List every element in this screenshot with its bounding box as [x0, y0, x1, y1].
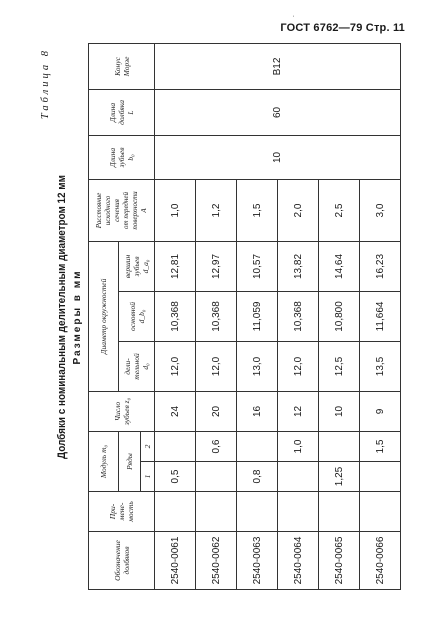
cell-applicability	[319, 492, 360, 532]
cell-d0: 12,0	[155, 341, 196, 391]
cell-d0: 12,0	[196, 341, 237, 391]
standard-header: ГОСТ 6762—79 Стр. 11	[280, 22, 405, 34]
cell-designation: 2540-0061	[155, 532, 196, 590]
table-subtitle: Размеры в мм	[72, 269, 83, 365]
cell-designation: 2540-0066	[360, 532, 401, 590]
header-tooth-length: Длина зубьев b₀	[89, 135, 155, 179]
cell-applicability	[237, 492, 278, 532]
cell-distance: 1,5	[237, 179, 278, 241]
cell-teeth: 9	[360, 391, 401, 431]
cell-module2	[319, 431, 360, 461]
cell-distance: 2,0	[278, 179, 319, 241]
cell-module1	[360, 462, 401, 492]
cell-db0: 10,368	[155, 291, 196, 341]
header-diameter-group: Диаметр окружностей	[89, 241, 119, 391]
header-rows: Ряды	[119, 431, 141, 491]
cell-module1	[278, 462, 319, 492]
cell-d0: 12,0	[278, 341, 319, 391]
header-row1: 1	[141, 462, 155, 492]
cell-da0: 12,81	[155, 241, 196, 291]
cell-designation: 2540-0063	[237, 532, 278, 590]
cell-applicability	[278, 492, 319, 532]
table-row	[155, 43, 196, 589]
header-applicability: При- мене- мость	[89, 492, 155, 532]
cell-teeth: 20	[196, 391, 237, 431]
cell-module1: 1,25	[319, 462, 360, 492]
cell-teeth: 16	[237, 391, 278, 431]
cell-db0: 10,368	[278, 291, 319, 341]
rotated-table-block	[40, 44, 411, 590]
cell-morse: B12	[155, 43, 401, 89]
cell-distance: 1,0	[155, 179, 196, 241]
cell-distance: 3,0	[360, 179, 401, 241]
cell-module1	[196, 462, 237, 492]
header-distance: Расстояние исходного сечения от передней поверхности A	[89, 179, 155, 241]
cell-da0: 12,97	[196, 241, 237, 291]
header-tip-diameter: вершин зубьев d_a₀	[119, 241, 155, 291]
header-designation: Обозначение долбяков	[89, 532, 155, 590]
cell-module2	[237, 431, 278, 461]
header-cutter-length: Длина долбяка L	[89, 89, 155, 135]
header-row2: 2	[141, 431, 155, 461]
table-title: Долбяки с номинальным делительным диаметром 12 мм	[56, 175, 68, 459]
cell-db0: 10,368	[196, 291, 237, 341]
cell-designation: 2540-0065	[319, 532, 360, 590]
cell-module2: 0,6	[196, 431, 237, 461]
cell-module2: 1,5	[360, 431, 401, 461]
cell-distance: 2,5	[319, 179, 360, 241]
header-module: Модуль m₀	[89, 431, 119, 491]
cell-teeth: 24	[155, 391, 196, 431]
cell-module2	[155, 431, 196, 461]
cell-da0: 10,57	[237, 241, 278, 291]
cell-da0: 14,64	[319, 241, 360, 291]
cell-db0: 11,059	[237, 291, 278, 341]
corner-mark: ˈ	[292, 14, 295, 24]
cell-module1: 0,5	[155, 462, 196, 492]
header-pitch-diameter: дели- тельной d₀	[119, 341, 155, 391]
header-base-diameter: основной d_b₀	[119, 291, 155, 341]
cell-da0: 13,82	[278, 241, 319, 291]
cell-module2: 1,0	[278, 431, 319, 461]
cutter-dimensions-table	[88, 43, 401, 590]
cell-d0: 12,5	[319, 341, 360, 391]
cell-da0: 16,23	[360, 241, 401, 291]
cell-db0: 11,664	[360, 291, 401, 341]
cell-teeth: 12	[278, 391, 319, 431]
header-morse: Конус Морзе	[89, 43, 155, 89]
table-number: Таблица 8	[40, 48, 51, 120]
cell-db0: 10,800	[319, 291, 360, 341]
cell-designation: 2540-0064	[278, 532, 319, 590]
cell-applicability	[360, 492, 401, 532]
cell-distance: 1,2	[196, 179, 237, 241]
cell-applicability	[155, 492, 196, 532]
cell-d0: 13,5	[360, 341, 401, 391]
cell-module1: 0,8	[237, 462, 278, 492]
cell-cutter-length: 60	[155, 89, 401, 135]
cell-tooth-length: 10	[155, 135, 401, 179]
cell-designation: 2540-0062	[196, 532, 237, 590]
cell-teeth: 10	[319, 391, 360, 431]
cell-d0: 13,0	[237, 341, 278, 391]
header-teeth: Число зубьев z₀	[89, 391, 155, 431]
cell-applicability	[196, 492, 237, 532]
